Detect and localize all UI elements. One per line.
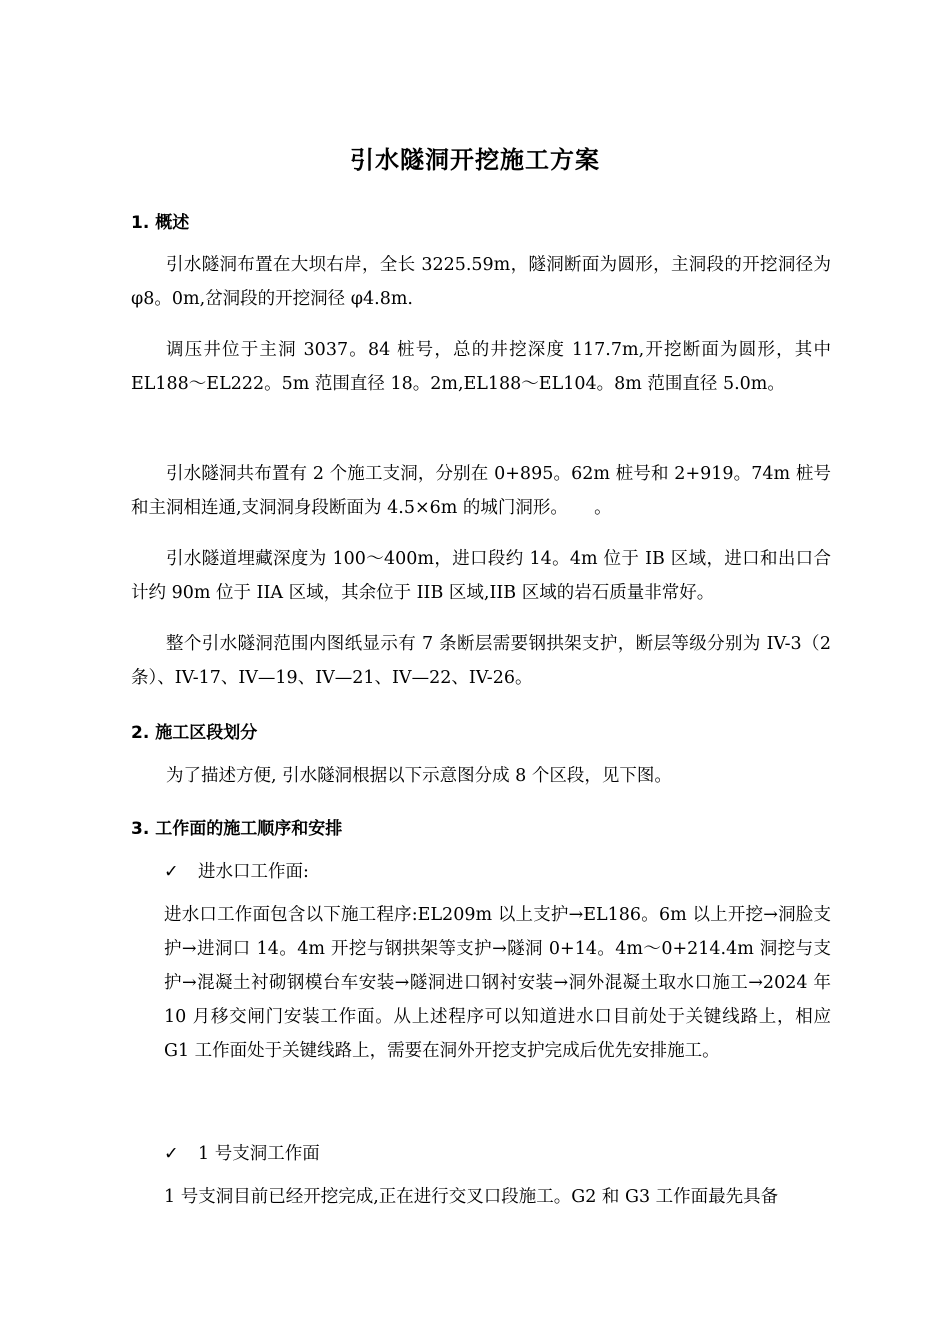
checklist-item-label: 1 号支洞工作面 xyxy=(198,1144,320,1164)
paragraph-intake-sequence: 进水口工作面包含以下施工程序:EL209m 以上支护→EL186。6m 以上开挖→洞脸支护→进洞口 14。4m 开挖与钢拱架等支护→隧洞 0+14。4m～0+214.4m 洞挖与支护→混凝土衬砌钢模台车安装→隧洞进口钢衬安装→洞外混凝土取水口施工→2024 年 10 月移交闸门安装工作面。从上述程序可以知道进水口目前处于关键线路上，相应 G1 工作面处于关键线路上，需要在洞外开挖支护完成后优先安排施工。 xyxy=(164,905,831,1061)
check-icon: ✓ xyxy=(164,1144,179,1164)
checklist-item-label: 进水口工作面: xyxy=(198,862,309,882)
paragraph-adit-1: 1 号支洞目前已经开挖完成,正在进行交叉口段施工。G2 和 G3 工作面最先具备 xyxy=(164,1187,779,1207)
paragraph-zoning: 为了描述方便, 引水隧洞根据以下示意图分成 8 个区段，见下图。 xyxy=(166,766,672,786)
paragraph-adits: 引水隧洞共布置有 2 个施工支洞，分别在 0+895。62m 桩号和 2+919。74m 桩号和主洞相连通,支洞洞身段断面为 4.5×6m 的城门洞形。 。 xyxy=(131,464,831,518)
section-heading-overview: 1. 概述 xyxy=(131,213,190,233)
paragraph-faults: 整个引水隧洞范围内图纸显示有 7 条断层需要钢拱架支护，断层等级分别为 IV-3（2 条）、IV-17、IV—19、IV—21、IV—22、IV-26。 xyxy=(131,634,831,688)
paragraph-surge-shaft: 调压井位于主洞 3037。84 桩号，总的井挖深度 117.7m,开挖断面为圆形，其中 EL188～EL222。5m 范围直径 18。2m,EL188～EL104。8m 范围直径 5.0m。 xyxy=(131,340,831,394)
paragraph-burial-depth: 引水隧道埋藏深度为 100～400m，进口段约 14。4m 位于 IB 区域，进口和出口合计约 90m 位于 IIA 区域，其余位于 IIB 区域,IIB 区域的岩石质量非常好。 xyxy=(131,549,831,603)
document-title: 引水隧洞开挖施工方案 xyxy=(350,146,600,174)
section-heading-zoning: 2. 施工区段划分 xyxy=(131,723,258,743)
section-heading-sequence: 3. 工作面的施工顺序和安排 xyxy=(131,819,343,839)
check-icon: ✓ xyxy=(164,862,179,882)
checklist-item-adit-1 xyxy=(164,1140,320,1165)
paragraph-tunnel-layout: 引水隧洞布置在大坝右岸，全长 3225.59m，隧洞断面为圆形，主洞段的开挖洞径为 φ8。0m,岔洞段的开挖洞径 φ4.8m. xyxy=(131,255,831,309)
checklist-item-intake xyxy=(164,858,309,883)
